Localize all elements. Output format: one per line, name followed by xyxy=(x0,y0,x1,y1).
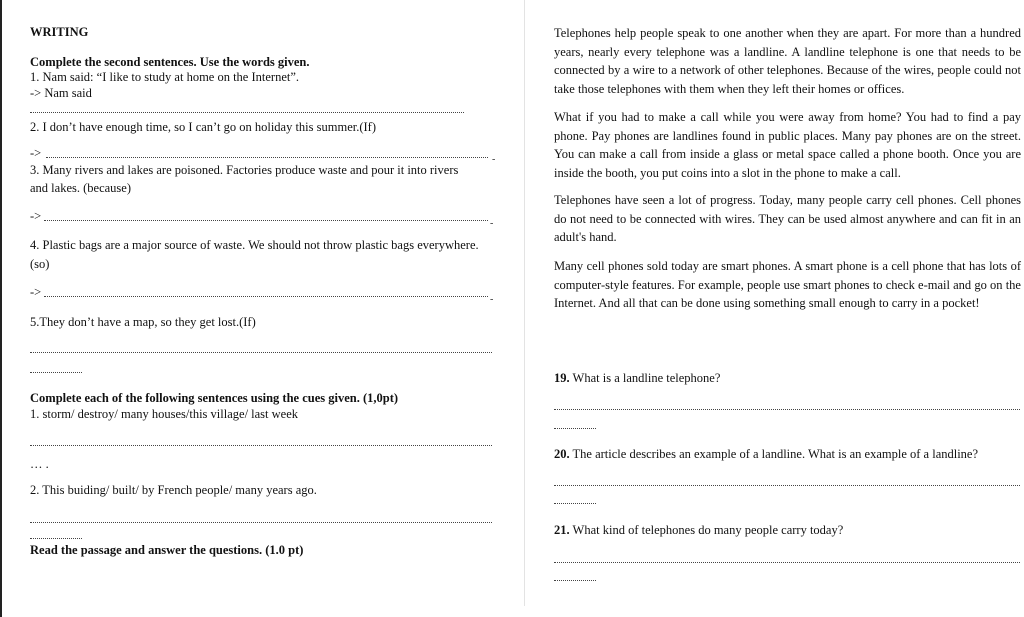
passage-paragraph-3: Telephones have seen a lot of progress. Today, many people carry cell phones. Cell phones do not need to be connected with wires. They can be used almost anywhere and can fit in an adult's hand. xyxy=(554,193,1021,244)
question-19 xyxy=(554,371,720,385)
question-5: 5.They don’t have a map, so they get lost.(If) xyxy=(30,315,256,329)
section1-title: Complete the second sentences. Use the words given. xyxy=(30,55,310,69)
line-mark: - xyxy=(490,218,494,229)
question-20-number: 20. xyxy=(554,447,570,461)
question-3-line1: 3. Many rivers and lakes are poisoned. Factories produce waste and pour it into rivers xyxy=(30,163,459,177)
question-20 xyxy=(554,447,978,461)
section2-title: Complete each of the following sentences using the cues given. (1,0pt) xyxy=(30,391,399,405)
question-3-line2: and lakes. (because) xyxy=(30,181,131,195)
writing-heading: WRITING xyxy=(30,25,89,39)
answer-line-21-cont[interactable] xyxy=(554,580,596,581)
question-21-text: What kind of telephones do many people carry today? xyxy=(572,523,844,537)
question-21 xyxy=(554,523,843,537)
page-edge xyxy=(0,0,2,617)
answer-line-5[interactable] xyxy=(30,352,492,353)
cue-2-answer-line-cont[interactable] xyxy=(30,538,82,539)
cue-1-tail: … . xyxy=(30,457,49,471)
question-4-line2: (so) xyxy=(30,257,50,271)
question-4-arrow: -> xyxy=(30,285,42,299)
cue-1-answer-line[interactable] xyxy=(30,445,492,446)
passage-paragraph-4: Many cell phones sold today are smart phones. A smart phone is a cell phone that has lots of computer-style features. For example, people use smart phones to check e-mail and go on the Internet. And all that can be done using something small enough to carry in a pocket! xyxy=(554,259,1021,310)
question-21-number: 21. xyxy=(554,523,570,537)
line-mark: - xyxy=(490,294,494,305)
question-19-text: What is a landline telephone? xyxy=(572,371,721,385)
question-1: 1. Nam said: “I like to study at home on the Internet”. xyxy=(30,70,300,84)
passage-paragraph-2: What if you had to make a call while you were away from home? You had to find a pay phone. Pay phones are landlines found in public places. Many pay phones are on the street. You can make a call from inside a glass or metal space called a phone booth. Once you are inside the booth, you put coins into a slot in the phone to make a call. xyxy=(554,110,1021,180)
question-20-text: The article describes an example of a landline. What is an example of a landline? xyxy=(572,447,979,461)
passage-paragraph-1: Telephones help people speak to one another when they are apart. For more than a hundred years, nearly every telephone was a landline. A landline telephone is one that needs to be connected by a wire to a network of other telephones. Because of the wires, people could not take those telephones with them when they left their homes or offices. xyxy=(554,26,1021,96)
question-19-number: 19. xyxy=(554,371,570,385)
answer-line-2[interactable] xyxy=(46,157,488,158)
answer-line-19[interactable] xyxy=(554,409,1020,410)
answer-line-4[interactable] xyxy=(44,296,488,297)
question-2-arrow: -> xyxy=(30,146,42,160)
column-divider xyxy=(524,0,525,606)
question-4-line1: 4. Plastic bags are a major source of waste. We should not throw plastic bags everywhere. xyxy=(30,238,479,252)
question-3-arrow: -> xyxy=(30,209,42,223)
line-mark: - xyxy=(492,154,496,165)
answer-line-1[interactable] xyxy=(30,112,464,113)
answer-line-19-cont[interactable] xyxy=(554,428,596,429)
answer-line-20[interactable] xyxy=(554,485,1020,486)
cue-2-answer-line[interactable] xyxy=(30,522,492,523)
section3-title: Read the passage and answer the questions. (1.0 pt) xyxy=(30,543,304,557)
cue-1: 1. storm/ destroy/ many houses/this village/ last week xyxy=(30,407,299,421)
answer-line-5-cont[interactable] xyxy=(30,372,82,373)
answer-line-20-cont[interactable] xyxy=(554,503,596,504)
question-1-prompt: -> Nam said xyxy=(30,86,92,100)
answer-line-21[interactable] xyxy=(554,562,1020,563)
question-2: 2. I don’t have enough time, so I can’t go on holiday this summer.(If) xyxy=(30,120,377,134)
answer-line-3[interactable] xyxy=(44,220,488,221)
cue-2: 2. This buiding/ built/ by French people/ many years ago. xyxy=(30,483,317,497)
